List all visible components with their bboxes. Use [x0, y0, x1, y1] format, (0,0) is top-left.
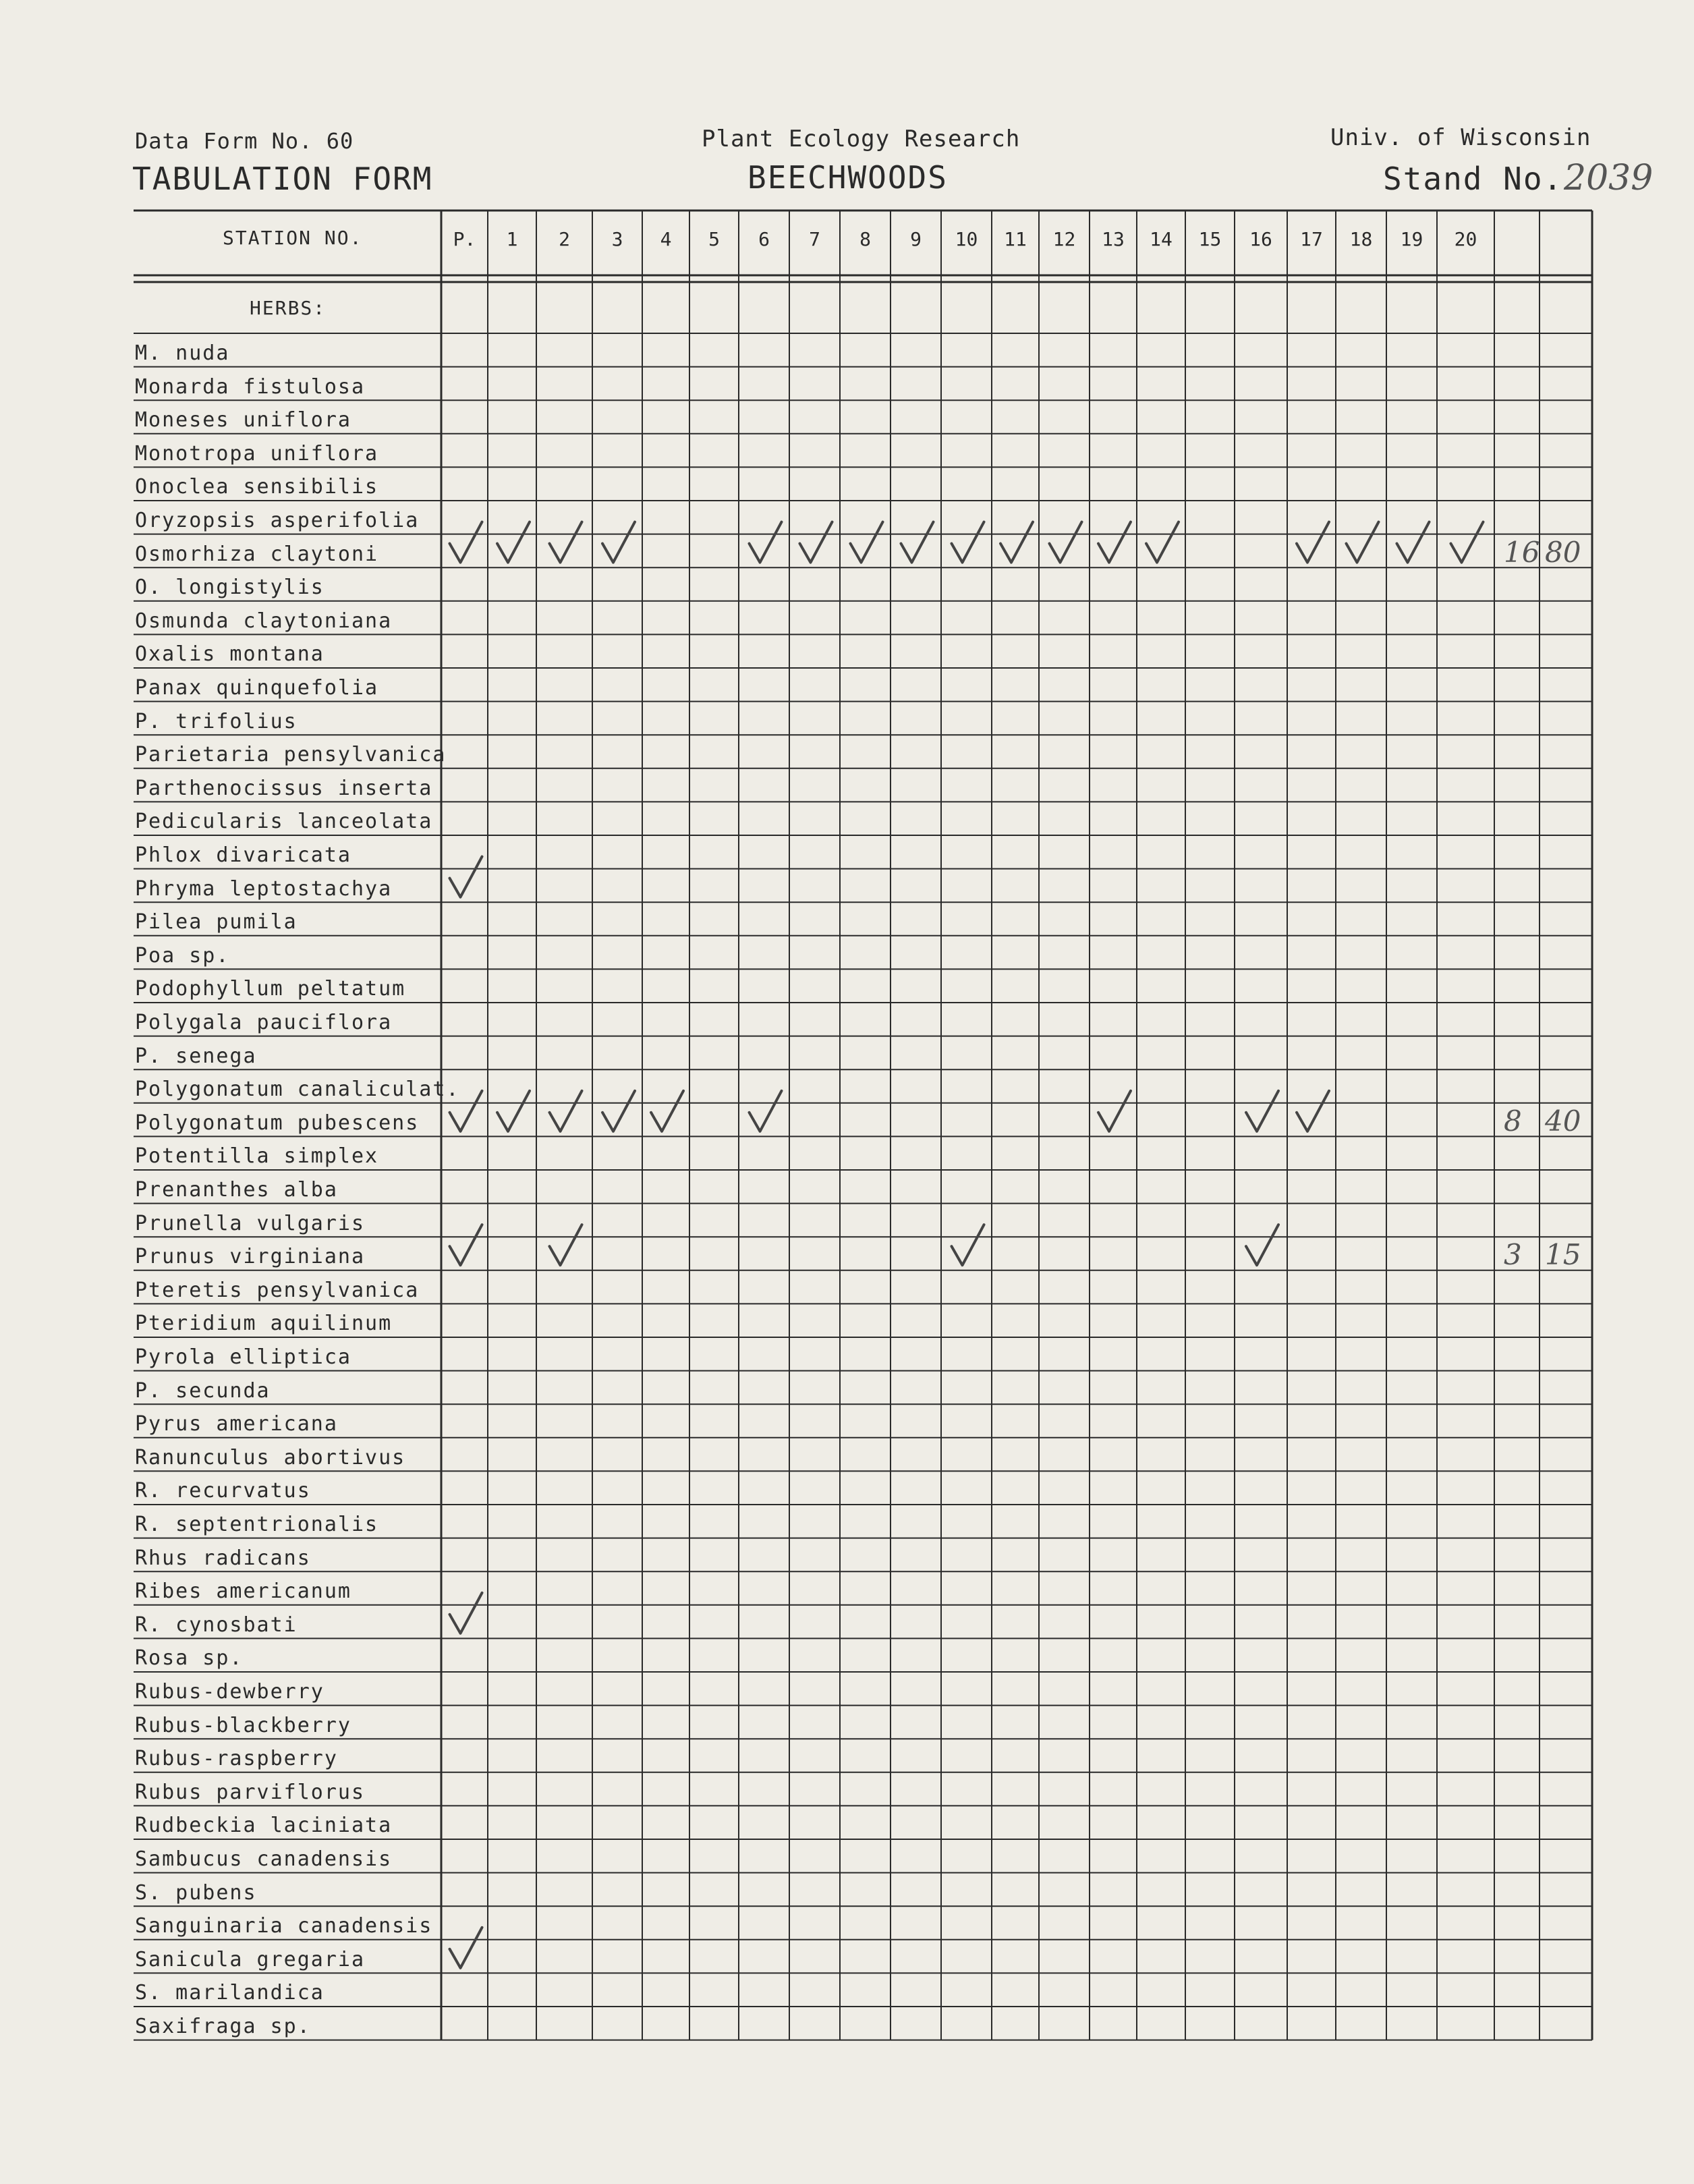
station-column-header: 6 — [758, 228, 770, 250]
check-mark — [1297, 1091, 1329, 1131]
species-name: Prenanthes alba — [135, 1178, 338, 1202]
species-name: Sanguinaria canadensis — [135, 1914, 433, 1938]
check-mark — [1098, 1091, 1131, 1131]
check-mark — [550, 1225, 582, 1265]
station-number-label: STATION NO. — [223, 227, 363, 249]
station-column-header: 4 — [660, 228, 672, 250]
check-mark — [550, 522, 582, 563]
station-column-header: 3 — [611, 228, 623, 250]
station-column-header: 2 — [559, 228, 570, 250]
species-name: Osmunda claytoniana — [135, 609, 393, 633]
station-column-header: 7 — [809, 228, 820, 250]
species-name: Rubus-raspberry — [135, 1747, 338, 1771]
form-number: Data Form No. 60 — [135, 128, 354, 154]
frequency-percent: 80 — [1545, 535, 1581, 569]
university-name: Univ. of Wisconsin — [1330, 124, 1591, 151]
species-name: Pyrola elliptica — [135, 1345, 351, 1369]
station-column-header: 13 — [1102, 228, 1125, 250]
check-mark — [750, 1091, 782, 1131]
frequency-count: 3 — [1504, 1238, 1522, 1272]
check-mark — [1451, 522, 1484, 563]
species-name: O. longistylis — [135, 576, 324, 600]
species-name: Pilea pumila — [135, 910, 298, 934]
stand-number-value: 2039 — [1564, 158, 1654, 198]
species-name: S. pubens — [135, 1880, 257, 1905]
species-name: Polygonatum pubescens — [135, 1111, 420, 1135]
check-mark — [602, 1091, 635, 1131]
species-name: Polygala pauciflora — [135, 1011, 393, 1034]
species-name: Potentilla simplex — [135, 1144, 379, 1169]
species-name: R. recurvatus — [135, 1479, 311, 1503]
check-mark — [851, 522, 883, 563]
check-mark — [952, 522, 984, 563]
check-mark — [497, 522, 530, 563]
species-name: Panax quinquefolia — [135, 676, 379, 700]
species-name: M. nuda — [135, 341, 230, 365]
species-name: Monotropa uniflora — [135, 441, 379, 466]
check-mark — [750, 522, 782, 563]
check-mark — [1246, 1225, 1278, 1265]
species-name: P. secunda — [135, 1378, 271, 1403]
species-name: Onoclea sensibilis — [135, 475, 379, 499]
station-column-header: 16 — [1249, 228, 1272, 250]
species-name: Ribes americanum — [135, 1579, 351, 1604]
species-name: Rubus-blackberry — [135, 1713, 351, 1737]
station-column-header: 20 — [1454, 228, 1477, 250]
species-name: R. septentrionalis — [135, 1513, 379, 1536]
section-label-herbs: HERBS: — [250, 297, 327, 319]
species-name: Prunella vulgaris — [135, 1211, 366, 1235]
species-name: Moneses uniflora — [135, 408, 351, 432]
species-name: Oxalis montana — [135, 642, 324, 667]
station-column-header: 10 — [955, 228, 978, 250]
species-name: S. marilandica — [135, 1981, 324, 2005]
check-mark — [1246, 1091, 1278, 1131]
species-name: Polygonatum canaliculat. — [135, 1077, 460, 1102]
species-name: P. trifolius — [135, 709, 298, 733]
species-name: Pteretis pensylvanica — [135, 1278, 420, 1302]
species-name: Rubus-dewberry — [135, 1680, 324, 1704]
station-column-header: 17 — [1300, 228, 1323, 250]
station-column-header: 15 — [1198, 228, 1222, 250]
species-name: Osmorhiza claytoni — [135, 542, 379, 566]
species-name: Monarda fistulosa — [135, 374, 366, 399]
check-mark — [901, 522, 934, 563]
form-subtitle: Plant Ecology Research — [702, 125, 1021, 152]
station-column-header: 9 — [910, 228, 922, 250]
check-mark — [952, 1225, 984, 1265]
species-name: Phlox divaricata — [135, 843, 351, 867]
species-name: Sanicula gregaria — [135, 1947, 366, 1971]
check-mark — [450, 1593, 482, 1633]
check-mark — [1297, 522, 1329, 563]
species-name: Pedicularis lanceolata — [135, 810, 433, 834]
check-mark — [1000, 522, 1033, 563]
frequency-percent: 40 — [1545, 1104, 1581, 1138]
frequency-count: 16 — [1504, 535, 1540, 569]
station-column-header: 1 — [506, 228, 518, 250]
frequency-percent: 15 — [1545, 1238, 1581, 1272]
species-name: Rudbeckia laciniata — [135, 1814, 393, 1838]
species-name: Saxifraga sp. — [135, 2015, 311, 2038]
station-column-header: 18 — [1349, 228, 1373, 250]
species-name: Parietaria pensylvanica — [135, 743, 447, 767]
species-name: Phryma leptostachya — [135, 876, 393, 901]
check-mark — [1050, 522, 1082, 563]
check-mark — [651, 1091, 683, 1131]
species-name: Parthenocissus inserta — [135, 776, 433, 800]
station-column-header: 14 — [1150, 228, 1173, 250]
species-name: Poa sp. — [135, 943, 230, 968]
species-name: Podophyllum peltatum — [135, 977, 406, 1001]
station-column-header: P. — [453, 228, 476, 250]
check-mark — [450, 857, 482, 897]
check-mark — [450, 522, 482, 563]
station-column-header: 8 — [859, 228, 871, 250]
station-column-header: 5 — [708, 228, 720, 250]
species-name: Rhus radicans — [135, 1546, 311, 1570]
check-mark — [1146, 522, 1179, 563]
station-column-header: 11 — [1004, 228, 1027, 250]
species-name: Rosa sp. — [135, 1646, 244, 1671]
station-column-header: 12 — [1052, 228, 1076, 250]
check-mark — [800, 522, 832, 563]
stand-number-label: Stand No. — [1383, 161, 1564, 197]
form-name: BEECHWOODS — [747, 159, 948, 196]
frequency-count: 8 — [1504, 1104, 1522, 1138]
check-mark — [1098, 522, 1131, 563]
species-name: Oryzopsis asperifolia — [135, 509, 420, 532]
check-mark — [550, 1091, 582, 1131]
form-title: TABULATION FORM — [132, 161, 433, 197]
species-name: Rubus parviflorus — [135, 1780, 366, 1804]
check-mark — [1347, 522, 1379, 563]
species-name: Prunus virginiana — [135, 1245, 366, 1269]
species-name: Ranunculus abortivus — [135, 1445, 406, 1469]
species-name: Pyrus americana — [135, 1412, 338, 1436]
check-mark — [450, 1928, 482, 1968]
station-column-header: 19 — [1400, 228, 1423, 250]
check-mark — [450, 1225, 482, 1265]
check-mark — [1397, 522, 1430, 563]
check-mark — [602, 522, 635, 563]
species-name: R. cynosbati — [135, 1613, 298, 1637]
check-mark — [497, 1091, 530, 1131]
species-name: Pteridium aquilinum — [135, 1312, 393, 1336]
species-name: Sambucus canadensis — [135, 1847, 393, 1871]
species-name: P. senega — [135, 1044, 257, 1068]
